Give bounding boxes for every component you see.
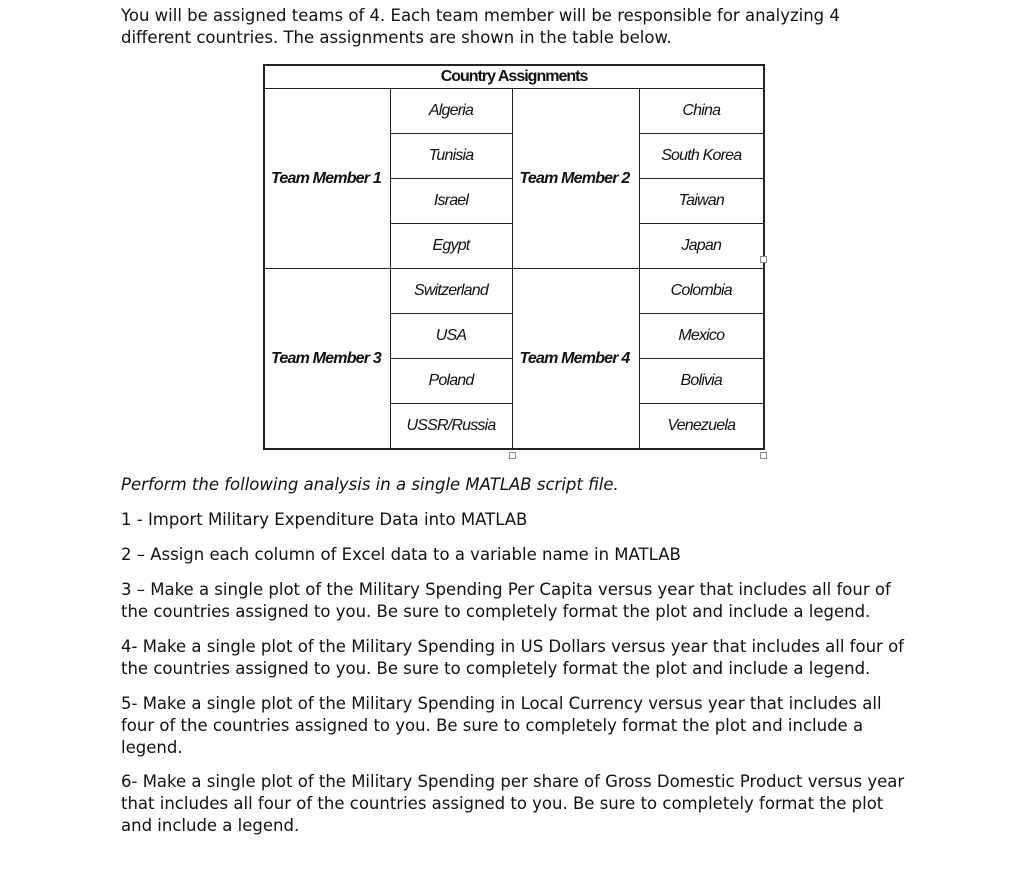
instruction-step: 6- Make a single plot of the Military Spending per share of Gross Domestic Product versus year that includes all four of the countries assigned to you. Be sure to completely format the plot and include a legend. <box>121 772 905 835</box>
instruction-step: 2 – Assign each column of Excel data to a variable name in MATLAB <box>121 545 681 564</box>
country-cell: Bolivia <box>639 359 764 404</box>
country-cell: Mexico <box>639 314 764 359</box>
country-cell: Colombia <box>639 269 764 314</box>
team-member-3-label: Team Member 3 <box>264 269 390 450</box>
team-member-2-label: Team Member 2 <box>512 89 639 269</box>
country-cell: Venezuela <box>639 404 764 450</box>
country-cell: USSR/Russia <box>390 404 512 450</box>
country-cell: Poland <box>390 359 512 404</box>
country-cell: South Korea <box>639 134 764 179</box>
resize-handle[interactable] <box>509 452 516 459</box>
instruction-step: 4- Make a single plot of the Military Spending in US Dollars versus year that includes all four of the countries assigned to you. Be sure to completely format the plot and include a legend. <box>121 637 904 678</box>
country-cell: Japan <box>639 224 764 269</box>
team-member-1-label: Team Member 1 <box>264 89 390 269</box>
country-assignments-table <box>263 64 765 450</box>
country-cell: China <box>639 89 764 134</box>
team-member-4-label: Team Member 4 <box>512 269 639 450</box>
country-cell: Egypt <box>390 224 512 269</box>
instruction-step: 1 - Import Military Expenditure Data into MATLAB <box>121 510 528 529</box>
instructions-heading: Perform the following analysis in a single MATLAB script file. <box>121 475 619 494</box>
country-cell: Algeria <box>390 89 512 134</box>
country-cell: Israel <box>390 179 512 224</box>
country-cell: Taiwan <box>639 179 764 224</box>
country-cell: Tunisia <box>390 134 512 179</box>
instruction-step: 5- Make a single plot of the Military Spending in Local Currency versus year that includes all four of the countries assigned to you. Be sure to completely format the plot and include a legend. <box>121 694 882 757</box>
intro-paragraph: You will be assigned teams of 4. Each team member will be responsible for analyzing 4 different countries. The assignments are shown in the table below. <box>121 6 840 47</box>
table-title: Country Assignments <box>264 65 764 89</box>
country-cell: USA <box>390 314 512 359</box>
resize-handle[interactable] <box>760 256 767 263</box>
resize-handle[interactable] <box>760 452 767 459</box>
instruction-step: 3 – Make a single plot of the Military Spending Per Capita versus year that includes all four of the countries assigned to you. Be sure to completely format the plot and include a legend. <box>121 580 891 621</box>
country-cell: Switzerland <box>390 269 512 314</box>
